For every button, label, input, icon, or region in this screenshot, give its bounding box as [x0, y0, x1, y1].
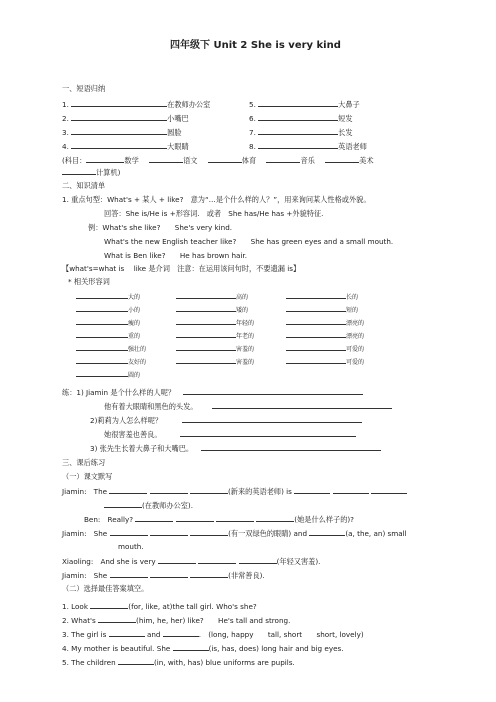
answer-blank[interactable]: [258, 99, 338, 107]
practice-row-2b: [104, 429, 356, 439]
answer-blank[interactable]: [150, 486, 188, 494]
adjective-row: [176, 330, 254, 341]
question-text: and: [146, 630, 161, 639]
answer-blank[interactable]: [239, 556, 277, 564]
phrase-number: 3.: [62, 128, 69, 137]
phrase-row-5: [249, 99, 360, 109]
dialogue-text: (年轻又害羞).: [276, 557, 321, 566]
answer-blank[interactable]: [176, 304, 236, 312]
answer-blank[interactable]: [182, 415, 362, 423]
question-text: . (long, happy tall, short short, lovely): [198, 630, 364, 639]
answer-blank[interactable]: [150, 528, 188, 536]
adjective-meaning: 小的: [128, 307, 141, 314]
dialogue-text: Jiamin: The: [62, 487, 108, 496]
answer-blank[interactable]: [176, 356, 236, 364]
answer-blank[interactable]: [173, 643, 209, 651]
phrase-text: 英语老师: [338, 142, 367, 151]
adjective-meaning: 强壮的: [128, 346, 147, 353]
choice-question-5: [62, 657, 295, 667]
adjective-meaning: 年老的: [236, 333, 255, 340]
answer-blank[interactable]: [110, 528, 148, 536]
choice-question-1: [62, 601, 257, 611]
example-1: 例：What's she like? She's very kind.: [88, 223, 233, 232]
practice-prompt: 2)莉莉为人怎么样呢？: [90, 416, 163, 425]
phrase-number: 8.: [249, 142, 256, 151]
phrase-text: 短发: [338, 114, 353, 123]
answer-blank[interactable]: [176, 514, 214, 522]
dialogue-text: (她是什么样子的)?: [294, 515, 355, 524]
answer-blank[interactable]: [198, 556, 236, 564]
answer-blank[interactable]: [110, 570, 148, 578]
question-text: 1. Look: [62, 602, 88, 611]
answer-blank[interactable]: [90, 601, 128, 609]
answer-blank[interactable]: [286, 304, 346, 312]
adjective-meaning: 重的: [128, 333, 141, 340]
answer-blank[interactable]: [190, 570, 228, 578]
adjective-row: [76, 356, 146, 367]
answer-blank[interactable]: [71, 127, 167, 135]
answer-blank[interactable]: [190, 528, 228, 536]
dictation-line-5: [62, 570, 265, 580]
subject-chinese: 语文: [183, 156, 198, 165]
answer-blank[interactable]: [208, 155, 242, 163]
answer-blank[interactable]: [76, 369, 128, 377]
phrase-number: 1.: [62, 100, 69, 109]
subjects-prefix: (科目：: [62, 156, 87, 165]
answer-blank[interactable]: [158, 556, 196, 564]
answer-blank[interactable]: [286, 356, 346, 364]
adjective-row: [286, 343, 364, 354]
question-text: (is, has, does) long hair and big eyes.: [208, 644, 344, 653]
dictation-line-1b: [104, 500, 193, 510]
answer-blank[interactable]: [266, 155, 300, 163]
phrase-text: 长发: [338, 128, 353, 137]
adjective-row: [286, 291, 358, 302]
practice-row-1b: [104, 401, 392, 411]
adjective-meaning: 大的: [128, 294, 141, 301]
adjective-meaning: 害羞的: [236, 359, 255, 366]
answer-blank[interactable]: [371, 486, 407, 494]
adjective-row: [76, 291, 140, 302]
phrase-number: 7.: [249, 128, 256, 137]
answer-blank[interactable]: [76, 304, 128, 312]
practice-prompt: 练：1) Jiamin 是个什么样的人呢？: [62, 388, 176, 397]
adjective-meaning: 害羞的: [236, 346, 255, 353]
phrase-row-3: [62, 127, 182, 137]
section-heading-exercises: 三、课后练习: [62, 458, 106, 467]
dictation-line-2: [84, 514, 354, 524]
answer-blank[interactable]: [309, 528, 345, 536]
answer-blank[interactable]: [76, 291, 128, 299]
dictation-line-4: [62, 556, 320, 566]
answer-blank[interactable]: [76, 343, 128, 351]
answer-blank[interactable]: [76, 356, 128, 364]
answer-blank[interactable]: [86, 155, 124, 163]
adjective-row: [76, 304, 140, 315]
phrase-row-8: [249, 141, 367, 151]
answer-blank[interactable]: [76, 330, 128, 338]
phrase-number: 5.: [249, 100, 256, 109]
phrase-row-4: [62, 141, 189, 151]
question-text: (for, like, at)the tall girl. Who's she?: [128, 602, 257, 611]
answer-blank[interactable]: [258, 127, 338, 135]
adjective-meaning: 长的: [346, 294, 359, 301]
dialogue-text: (非常善良).: [228, 571, 265, 580]
adjective-meaning: 漂亮的: [346, 333, 365, 340]
adjective-meaning: 瘦的: [128, 320, 141, 327]
adjective-meaning: 友好的: [128, 359, 147, 366]
choice-question-3: [62, 629, 364, 639]
phrase-row-2: [62, 113, 189, 123]
answer-blank[interactable]: [176, 291, 236, 299]
adjective-row: [76, 369, 140, 380]
dialogue-text: Jiamin: She: [62, 571, 108, 580]
key-sentence: 1. 重点句型：What's + 某人 + like? 意为“…是个什么样的人？”，用来询问某人性格或外貌。: [62, 195, 371, 204]
answer-blank[interactable]: [149, 155, 183, 163]
adjective-meaning: 可爱的: [346, 359, 365, 366]
answer-blank[interactable]: [183, 387, 363, 395]
choice-question-2: [62, 615, 290, 625]
subject-math: 数学: [124, 156, 139, 165]
answer-blank[interactable]: [180, 429, 356, 437]
phrase-text: 圆脸: [167, 128, 182, 137]
example-3: What is Ben like? He has brown hair.: [104, 251, 248, 260]
phrase-number: 6.: [249, 114, 256, 123]
answer-blank[interactable]: [216, 514, 254, 522]
phrase-text: 大眼睛: [167, 142, 189, 151]
adjective-row: [176, 317, 254, 328]
answer-blank[interactable]: [256, 514, 294, 522]
question-text: 4. My mother is beautiful. She: [62, 644, 171, 653]
adjective-row: [286, 356, 364, 367]
answer-blank[interactable]: [71, 113, 167, 121]
subject-pe: 体育: [241, 156, 257, 165]
answer-blank[interactable]: [286, 317, 346, 325]
section-heading-knowledge: 二、知识清单: [62, 181, 106, 190]
adjective-row: [76, 317, 140, 328]
adjectives-heading: * 相关形容词: [68, 277, 110, 286]
practice-row-1: [62, 387, 363, 397]
phrase-text: 在教师办公室: [167, 100, 211, 109]
adjective-row: [176, 343, 254, 354]
practice-row-3: [90, 443, 381, 453]
phrase-row-1: [62, 99, 210, 109]
answer-blank[interactable]: [258, 141, 338, 149]
adjective-meaning: 漂亮的: [346, 320, 365, 327]
adjective-row: [76, 343, 146, 354]
page-title: 四年级下 Unit 2 She is very kind: [170, 40, 341, 51]
answer-blank[interactable]: [71, 99, 167, 107]
answer-blank[interactable]: [71, 141, 167, 149]
adjective-row: [286, 317, 364, 328]
phrase-text: 小嘴巴: [167, 114, 189, 123]
subject-music: 音乐: [300, 156, 315, 165]
answer-blank[interactable]: [150, 570, 188, 578]
dialogue-text: Ben: Really?: [84, 515, 134, 524]
question-text: 2. What's: [62, 616, 96, 625]
subsection-dictation: （一）课文默写: [62, 472, 113, 481]
adjective-row: [176, 291, 248, 302]
answer-blank[interactable]: [294, 486, 330, 494]
answer-blank[interactable]: [286, 343, 346, 351]
answer-blank[interactable]: [109, 629, 145, 637]
phrase-number: 2.: [62, 114, 69, 123]
answer-blank[interactable]: [176, 330, 236, 338]
practice-prompt: 她很害羞也善良。: [104, 430, 162, 439]
subjects-row-2: [62, 167, 120, 177]
subjects-row: [62, 155, 374, 165]
subsection-choice: （二）选择最佳答案填空。: [62, 584, 149, 593]
adjective-meaning: 年轻的: [236, 320, 255, 327]
dictation-line-3b: mouth.: [118, 542, 144, 551]
phrase-text: 大鼻子: [338, 100, 360, 109]
dialogue-text: (新来的英语老师) is: [227, 487, 292, 496]
dialogue-text: Xiaoling: And she is very: [62, 557, 156, 566]
question-text: 3. The girl is: [62, 630, 107, 639]
answer-blank[interactable]: [176, 343, 236, 351]
answer-blank[interactable]: [325, 155, 359, 163]
subject-art: 美术: [359, 156, 374, 165]
question-text: (him, he, her) like? He's tall and strong.: [136, 616, 291, 625]
dialogue-text: (有一双绿色的眼睛) and: [228, 529, 308, 538]
section-heading-phrases: 一、短语归纳: [62, 84, 106, 93]
adjective-row: [176, 356, 254, 367]
adjective-meaning: 短的: [346, 307, 359, 314]
answer-blank[interactable]: [176, 317, 236, 325]
answer-pattern: 回答：She is/He is +形容词. 或者 She has/He has +外貌特征.: [104, 209, 324, 218]
example-2: What's the new English teacher like? She has green eyes and a small mouth.: [104, 237, 394, 246]
answer-blank[interactable]: [76, 317, 128, 325]
answer-blank[interactable]: [163, 629, 199, 637]
practice-prompt: 3) 张先生长着大鼻子和大嘴巴。: [90, 444, 194, 453]
adjective-meaning: 可爱的: [346, 346, 365, 353]
adjective-meaning: 圆的: [128, 372, 141, 379]
practice-prompt: 他有着大眼睛和黑色的头发。: [104, 402, 198, 411]
adjective-meaning: 高的: [236, 294, 249, 301]
answer-blank[interactable]: [109, 486, 147, 494]
answer-blank[interactable]: [104, 500, 142, 508]
dialogue-text: (在教师办公室).: [142, 501, 194, 510]
adjective-row: [76, 330, 140, 341]
answer-blank[interactable]: [333, 486, 369, 494]
answer-blank[interactable]: [201, 443, 381, 451]
question-text: 5. The children: [62, 658, 116, 667]
grammar-note: 【what's=what is like 是介词 注意：在运用该问句时，不要遗漏 is】: [62, 264, 301, 273]
dialogue-text: Jiamin: She: [62, 529, 108, 538]
adjective-meaning: 矮的: [236, 307, 249, 314]
answer-blank[interactable]: [286, 330, 346, 338]
answer-blank[interactable]: [286, 291, 346, 299]
dictation-line-3: [62, 528, 407, 538]
adjective-row: [176, 304, 248, 315]
phrase-row-7: [249, 127, 353, 137]
subject-computer: 计算机): [96, 168, 121, 177]
dialogue-text: (a, the, an) small: [345, 529, 407, 538]
adjective-row: [286, 330, 364, 341]
answer-blank[interactable]: [98, 615, 136, 623]
adjective-row: [286, 304, 358, 315]
choice-question-4: [62, 643, 344, 653]
answer-blank[interactable]: [190, 486, 228, 494]
phrase-number: 4.: [62, 142, 69, 151]
answer-blank[interactable]: [258, 113, 338, 121]
phrase-row-6: [249, 113, 353, 123]
dictation-line-1: [62, 486, 407, 496]
answer-blank[interactable]: [135, 514, 173, 522]
answer-blank[interactable]: [62, 167, 96, 175]
practice-row-2: [90, 415, 362, 425]
answer-blank[interactable]: [212, 401, 392, 409]
question-text: (in, with, has) blue uniforms are pupils.: [153, 658, 295, 667]
answer-blank[interactable]: [118, 657, 154, 665]
